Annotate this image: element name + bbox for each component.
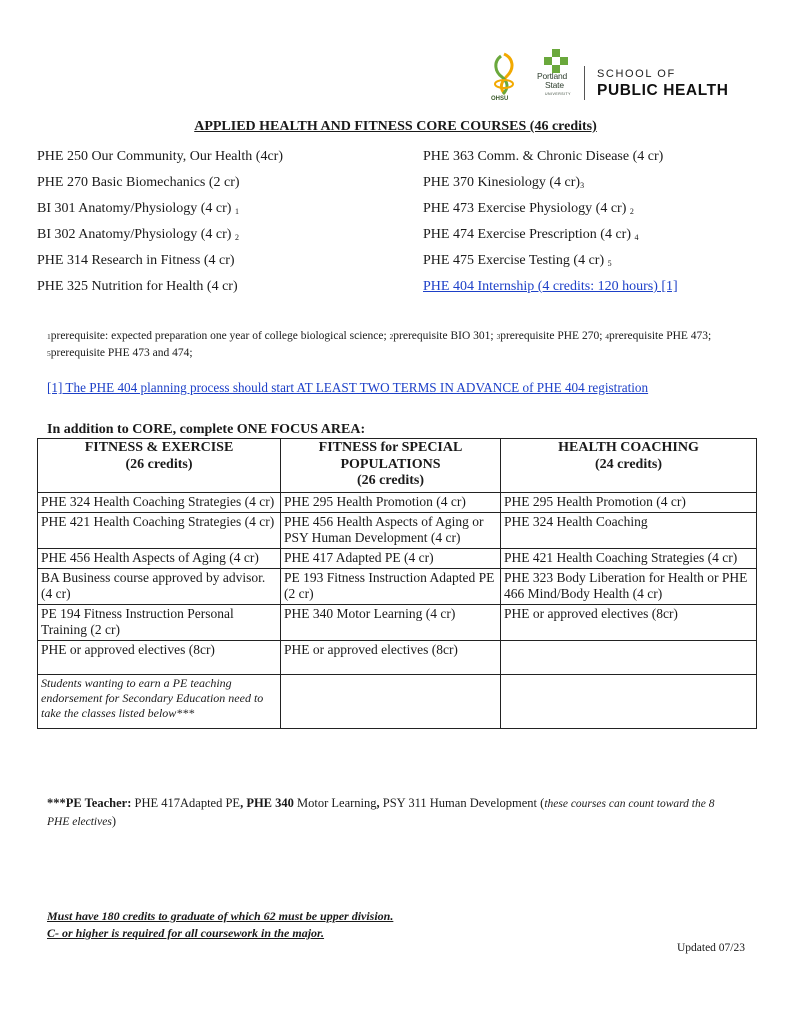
updated-date: Updated 07/23 — [676, 942, 745, 954]
school-name-line1: SCHOOL OF — [597, 68, 676, 80]
table-row — [38, 548, 757, 568]
core-course-left-4: BI 302 Anatomy/Physiology (4 cr) $_2$ — [37, 227, 239, 242]
core-course-right-5: PHE 475 Exercise Testing (4 cr) $_5$ — [423, 253, 612, 268]
table-cell: PHE 295 Health Promotion (4 cr) — [281, 492, 501, 512]
focus-area-intro: In addition to CORE, complete ONE FOCUS AREA: — [47, 422, 366, 437]
table-cell: PHE 421 Health Coaching Strategies (4 cr) — [501, 548, 757, 568]
core-course-left-2: PHE 270 Basic Biomechanics (2 cr) — [37, 175, 240, 190]
psu-logo-text: Portland State UNIVERSITY — [537, 71, 572, 96]
table-cell: PHE 295 Health Promotion (4 cr) — [501, 492, 757, 512]
school-name-line2: PUBLIC HEALTH — [597, 82, 729, 99]
table-cell: PE 194 Fitness Instruction Personal Training (2 cr) — [38, 604, 281, 640]
core-course-right-3: PHE 473 Exercise Physiology (4 cr) $_2$ — [423, 201, 634, 216]
core-course-right-2: PHE 370 Kinesiology (4 $cr)_3$ — [423, 175, 585, 190]
core-courses-title: APPLIED HEALTH AND FITNESS CORE COURSES (46 credits) — [194, 119, 597, 134]
table-cell: PHE 340 Motor Learning (4 cr) — [281, 604, 501, 640]
header-fitness-exercise: FITNESS & EXERCISE (26 credits) — [38, 439, 281, 493]
header-logos — [485, 46, 750, 106]
core-course-right-1: PHE 363 Comm. & Chronic Disease (4 cr) — [423, 149, 664, 164]
core-course-left-3: BI 301 Anatomy/Physiology (4 cr) $_1$ — [37, 201, 239, 216]
graduation-requirement: Must have 180 credits to graduate of which 62 must be upper division. — [47, 909, 394, 923]
table-cell: PHE 324 Health Coaching Strategies (4 cr) — [38, 492, 281, 512]
ohsu-logo-icon — [489, 50, 519, 100]
core-course-right-4: PHE 474 Exercise Prescription (4 cr) $_4$ — [423, 227, 639, 242]
core-course-left-1: PHE 250 Our Community, Our Health (4cr) — [37, 149, 283, 164]
table-cell: PHE or approved electives (8cr) — [281, 640, 501, 674]
prerequisite-notes: 1prerequisite: expected preparation one year of college biological science; 2prerequisite BIO 301; 3prerequisite PHE 270; 4prerequisite PHE 473; 5prerequisite PHE 473 and 474; — [47, 330, 712, 359]
table-cell: Students wanting to earn a PE teaching endorsement for Secondary Education need to take the classes listed below*** — [38, 674, 281, 728]
pe-teacher-note: ***PE Teacher: PHE 417Adapted PE, PHE 340 Motor Learning, PSY 311 Human Development (these courses can count toward the 8 PHE electives) — [47, 796, 715, 828]
internship-link[interactable]: PHE 404 Internship (4 credits: 120 hours) [1] — [423, 279, 678, 294]
table-row — [38, 492, 757, 512]
core-course-left-6: PHE 325 Nutrition for Health (4 cr) — [37, 279, 238, 294]
table-row — [38, 640, 757, 674]
table-cell: PE 193 Fitness Instruction Adapted PE (2 cr) — [281, 568, 501, 604]
table-cell: PHE 323 Body Liberation for Health or PHE 466 Mind/Body Health (4 cr) — [501, 568, 757, 604]
footnote-link[interactable]: [1] The PHE 404 planning process should start AT LEAST TWO TERMS IN ADVANCE of PHE 404 registration — [47, 380, 649, 395]
table-cell: PHE 417 Adapted PE (4 cr) — [281, 548, 501, 568]
table-cell: PHE 421 Health Coaching Strategies (4 cr) — [38, 512, 281, 548]
header-special-populations: FITNESS for SPECIAL POPULATIONS (26 credits) — [281, 439, 501, 493]
core-course-left-5: PHE 314 Research in Fitness (4 cr) — [37, 253, 235, 268]
table-cell — [501, 674, 757, 728]
table-cell: BA Business course approved by advisor. (4 cr) — [38, 568, 281, 604]
table-row — [38, 512, 757, 548]
table-cell — [281, 674, 501, 728]
table-cell: PHE or approved electives (8cr) — [501, 604, 757, 640]
table-cell: PHE 324 Health Coaching — [501, 512, 757, 548]
table-cell — [501, 640, 757, 674]
table-row — [38, 674, 757, 728]
focus-area-table — [37, 438, 757, 729]
logo-divider — [584, 66, 585, 100]
table-row — [38, 568, 757, 604]
ohsu-logo-text: OHSU — [491, 96, 509, 102]
table-cell: PHE 456 Health Aspects of Aging (4 cr) — [38, 548, 281, 568]
header-health-coaching: HEALTH COACHING (24 credits) — [501, 439, 757, 493]
table-header-row — [38, 439, 757, 493]
table-cell: PHE or approved electives (8cr) — [38, 640, 281, 674]
table-row — [38, 604, 757, 640]
table-cell: PHE 456 Health Aspects of Aging or PSY Human Development (4 cr) — [281, 512, 501, 548]
grade-requirement: C- or higher is required for all coursework in the major. — [47, 926, 325, 940]
